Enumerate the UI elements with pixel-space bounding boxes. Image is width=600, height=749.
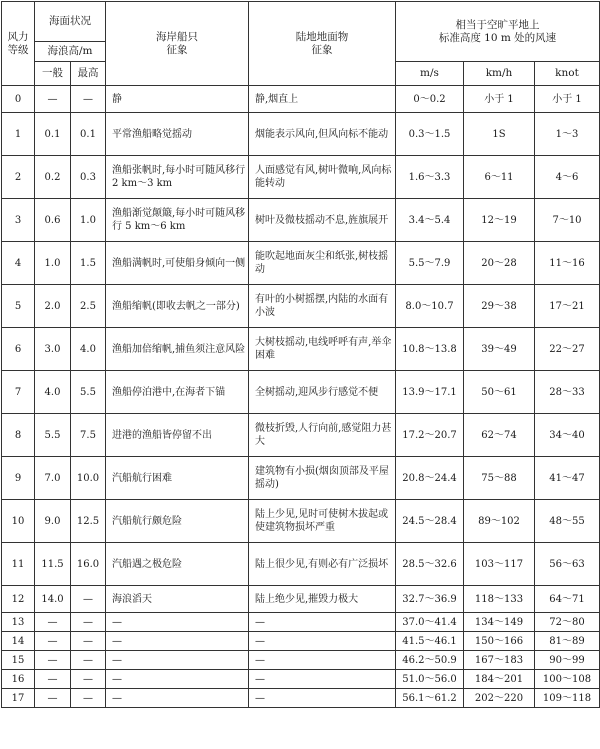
cell-speed-knot: 小于 1 (535, 86, 600, 113)
cell-land: 大树枝摇动,电线呼呼有声,举伞困难 (249, 328, 396, 371)
table-row (2, 199, 600, 242)
cell-wave-max: 7.5 (71, 414, 106, 457)
cell-speed-ms: 8.0～10.7 (396, 285, 464, 328)
cell-wave-normal: — (35, 86, 71, 113)
cell-wave-max: 0.3 (71, 156, 106, 199)
cell-speed-ms: 1.6～3.3 (396, 156, 464, 199)
cell-speed-knot: 17～21 (535, 285, 600, 328)
cell-wave-normal: 2.0 (35, 285, 71, 328)
cell-wave-normal: 3.0 (35, 328, 71, 371)
cell-coast: 渔船张帆时,每小时可随风移行 2 km～3 km (106, 156, 249, 199)
cell-wave-normal: 11.5 (35, 543, 71, 586)
cell-level: 0 (2, 86, 35, 113)
header-unit-kmh: km/h (464, 62, 535, 86)
header-unit-ms: m/s (396, 62, 464, 86)
header-wave-height: 海浪高/m (35, 42, 106, 62)
cell-speed-knot: 72～80 (535, 613, 600, 632)
cell-speed-knot: 100～108 (535, 670, 600, 689)
cell-speed-kmh: 39～49 (464, 328, 535, 371)
cell-land: 微枝折毁,人行向前,感觉阻力甚大 (249, 414, 396, 457)
cell-wave-normal: — (35, 689, 71, 708)
cell-speed-ms: 37.0～41.4 (396, 613, 464, 632)
cell-level: 14 (2, 632, 35, 651)
cell-speed-ms: 46.2～50.9 (396, 651, 464, 670)
cell-wave-max: 2.5 (71, 285, 106, 328)
cell-level: 4 (2, 242, 35, 285)
cell-land: 陆上绝少见,摧毁力极大 (249, 586, 396, 613)
cell-speed-knot: 41～47 (535, 457, 600, 500)
cell-speed-knot: 90～99 (535, 651, 600, 670)
cell-land: — (249, 632, 396, 651)
cell-land: — (249, 670, 396, 689)
header-wave-max: 最高 (71, 62, 106, 86)
cell-speed-kmh: 202～220 (464, 689, 535, 708)
cell-coast: 静 (106, 86, 249, 113)
cell-speed-knot: 81～89 (535, 632, 600, 651)
cell-level: 9 (2, 457, 35, 500)
cell-speed-knot: 48～55 (535, 500, 600, 543)
table-row (2, 670, 600, 689)
table-row (2, 500, 600, 543)
cell-speed-ms: 0.3～1.5 (396, 113, 464, 156)
table-row (2, 457, 600, 500)
cell-wave-normal: 5.5 (35, 414, 71, 457)
cell-speed-ms: 5.5～7.9 (396, 242, 464, 285)
cell-land: — (249, 651, 396, 670)
cell-wave-max: — (71, 651, 106, 670)
cell-wave-normal: 1.0 (35, 242, 71, 285)
cell-wave-normal: 0.2 (35, 156, 71, 199)
cell-speed-knot: 7～10 (535, 199, 600, 242)
cell-wave-normal: 4.0 (35, 371, 71, 414)
cell-speed-ms: 24.5～28.4 (396, 500, 464, 543)
cell-coast: 平常渔船略觉摇动 (106, 113, 249, 156)
cell-wave-max: 10.0 (71, 457, 106, 500)
cell-speed-knot: 34～40 (535, 414, 600, 457)
cell-speed-ms: 17.2～20.7 (396, 414, 464, 457)
table-row (2, 113, 600, 156)
cell-land: 陆上很少见,有则必有广泛损坏 (249, 543, 396, 586)
cell-level: 15 (2, 651, 35, 670)
cell-wave-normal: 7.0 (35, 457, 71, 500)
table-row (2, 632, 600, 651)
cell-speed-kmh: 118～133 (464, 586, 535, 613)
cell-coast: — (106, 613, 249, 632)
cell-level: 7 (2, 371, 35, 414)
cell-speed-kmh: 103～117 (464, 543, 535, 586)
cell-wave-normal: — (35, 632, 71, 651)
cell-coast: — (106, 651, 249, 670)
cell-speed-ms: 41.5～46.1 (396, 632, 464, 651)
cell-land: — (249, 689, 396, 708)
table-row (2, 242, 600, 285)
cell-speed-knot: 1～3 (535, 113, 600, 156)
cell-land: 静,烟直上 (249, 86, 396, 113)
cell-wave-normal: 9.0 (35, 500, 71, 543)
header-level: 风力 等级 (2, 2, 35, 86)
cell-wave-normal: — (35, 651, 71, 670)
cell-wave-max: 1.0 (71, 199, 106, 242)
table-row (2, 414, 600, 457)
cell-wave-normal: 0.1 (35, 113, 71, 156)
table-row (2, 371, 600, 414)
cell-speed-knot: 56～63 (535, 543, 600, 586)
cell-coast: 渔船缩帆(即收去帆之一部分) (106, 285, 249, 328)
table-row (2, 586, 600, 613)
cell-land: — (249, 613, 396, 632)
cell-land: 建筑物有小损(烟囱顶部及平屋摇动) (249, 457, 396, 500)
cell-speed-knot: 11～16 (535, 242, 600, 285)
cell-speed-ms: 56.1～61.2 (396, 689, 464, 708)
cell-wave-max: 12.5 (71, 500, 106, 543)
cell-wave-max: — (71, 86, 106, 113)
cell-coast: 渔船停泊港中,在海者下锚 (106, 371, 249, 414)
cell-level: 11 (2, 543, 35, 586)
cell-speed-kmh: 20～28 (464, 242, 535, 285)
cell-speed-kmh: 12～19 (464, 199, 535, 242)
header-coast: 海岸船只 征象 (106, 2, 249, 86)
cell-level: 17 (2, 689, 35, 708)
header-sea-state: 海面状况 (35, 2, 106, 42)
cell-speed-ms: 3.4～5.4 (396, 199, 464, 242)
cell-speed-ms: 32.7～36.9 (396, 586, 464, 613)
cell-speed-ms: 13.9～17.1 (396, 371, 464, 414)
cell-speed-kmh: 1S (464, 113, 535, 156)
cell-coast: — (106, 689, 249, 708)
cell-speed-kmh: 小于 1 (464, 86, 535, 113)
cell-speed-kmh: 50～61 (464, 371, 535, 414)
cell-speed-knot: 64～71 (535, 586, 600, 613)
cell-wave-normal: 14.0 (35, 586, 71, 613)
cell-coast: 渔船满帆时,可使船身倾向一侧 (106, 242, 249, 285)
table-row (2, 543, 600, 586)
cell-speed-ms: 28.5～32.6 (396, 543, 464, 586)
cell-speed-knot: 4～6 (535, 156, 600, 199)
cell-coast: — (106, 670, 249, 689)
header-wind-speed: 相当于空旷平地上 标准高度 10 m 处的风速 (396, 2, 600, 62)
cell-wave-max: — (71, 632, 106, 651)
cell-coast: 汽船遇之极危险 (106, 543, 249, 586)
cell-wave-max: — (71, 586, 106, 613)
cell-wave-max: 5.5 (71, 371, 106, 414)
cell-speed-ms: 0～0.2 (396, 86, 464, 113)
cell-speed-kmh: 29～38 (464, 285, 535, 328)
cell-wave-max: — (71, 613, 106, 632)
cell-speed-kmh: 75～88 (464, 457, 535, 500)
cell-coast: 渔船渐觉颠簸,每小时可随风移行 5 km～6 km (106, 199, 249, 242)
cell-coast: 渔船加倍缩帆,捕鱼须注意风险 (106, 328, 249, 371)
table-row (2, 613, 600, 632)
cell-wave-max: 1.5 (71, 242, 106, 285)
table-row (2, 156, 600, 199)
cell-speed-knot: 28～33 (535, 371, 600, 414)
cell-level: 12 (2, 586, 35, 613)
header-wave-normal: 一般 (35, 62, 71, 86)
header-land: 陆地地面物 征象 (249, 2, 396, 86)
cell-speed-knot: 22～27 (535, 328, 600, 371)
table-row (2, 651, 600, 670)
cell-wave-normal: — (35, 670, 71, 689)
cell-level: 13 (2, 613, 35, 632)
cell-wave-max: 16.0 (71, 543, 106, 586)
cell-coast: 汽船航行困难 (106, 457, 249, 500)
cell-level: 8 (2, 414, 35, 457)
cell-speed-ms: 10.8～13.8 (396, 328, 464, 371)
cell-level: 3 (2, 199, 35, 242)
header-unit-knot: knot (535, 62, 600, 86)
table-body (2, 86, 600, 708)
cell-coast: 汽船航行颇危险 (106, 500, 249, 543)
cell-land: 能吹起地面灰尘和纸张,树枝摇动 (249, 242, 396, 285)
cell-level: 5 (2, 285, 35, 328)
cell-wave-max: — (71, 670, 106, 689)
wind-scale-table (1, 1, 600, 708)
table-row (2, 689, 600, 708)
cell-land: 有叶的小树摇摆,内陆的水面有小波 (249, 285, 396, 328)
cell-level: 1 (2, 113, 35, 156)
cell-speed-kmh: 150～166 (464, 632, 535, 651)
cell-coast: 进港的渔船皆停留不出 (106, 414, 249, 457)
cell-level: 10 (2, 500, 35, 543)
cell-land: 陆上少见,见时可使树木拔起或使建筑物损坏严重 (249, 500, 396, 543)
cell-speed-kmh: 134～149 (464, 613, 535, 632)
table-row (2, 285, 600, 328)
cell-wave-normal: — (35, 613, 71, 632)
cell-speed-ms: 51.0～56.0 (396, 670, 464, 689)
cell-coast: — (106, 632, 249, 651)
cell-level: 2 (2, 156, 35, 199)
cell-level: 16 (2, 670, 35, 689)
cell-speed-ms: 20.8～24.4 (396, 457, 464, 500)
table-row (2, 328, 600, 371)
cell-speed-kmh: 89～102 (464, 500, 535, 543)
cell-level: 6 (2, 328, 35, 371)
table-row (2, 86, 600, 113)
cell-coast: 海浪滔天 (106, 586, 249, 613)
cell-speed-kmh: 167～183 (464, 651, 535, 670)
cell-land: 人面感觉有风,树叶微响,风向标能转动 (249, 156, 396, 199)
cell-speed-kmh: 62～74 (464, 414, 535, 457)
cell-speed-kmh: 184～201 (464, 670, 535, 689)
cell-wave-max: — (71, 689, 106, 708)
cell-land: 树叶及微枝摇动不息,旌旗展开 (249, 199, 396, 242)
cell-wave-max: 4.0 (71, 328, 106, 371)
cell-land: 烟能表示风向,但风向标不能动 (249, 113, 396, 156)
cell-wave-normal: 0.6 (35, 199, 71, 242)
cell-speed-kmh: 6～11 (464, 156, 535, 199)
cell-land: 全树摇动,迎风步行感觉不便 (249, 371, 396, 414)
cell-speed-knot: 109～118 (535, 689, 600, 708)
cell-wave-max: 0.1 (71, 113, 106, 156)
